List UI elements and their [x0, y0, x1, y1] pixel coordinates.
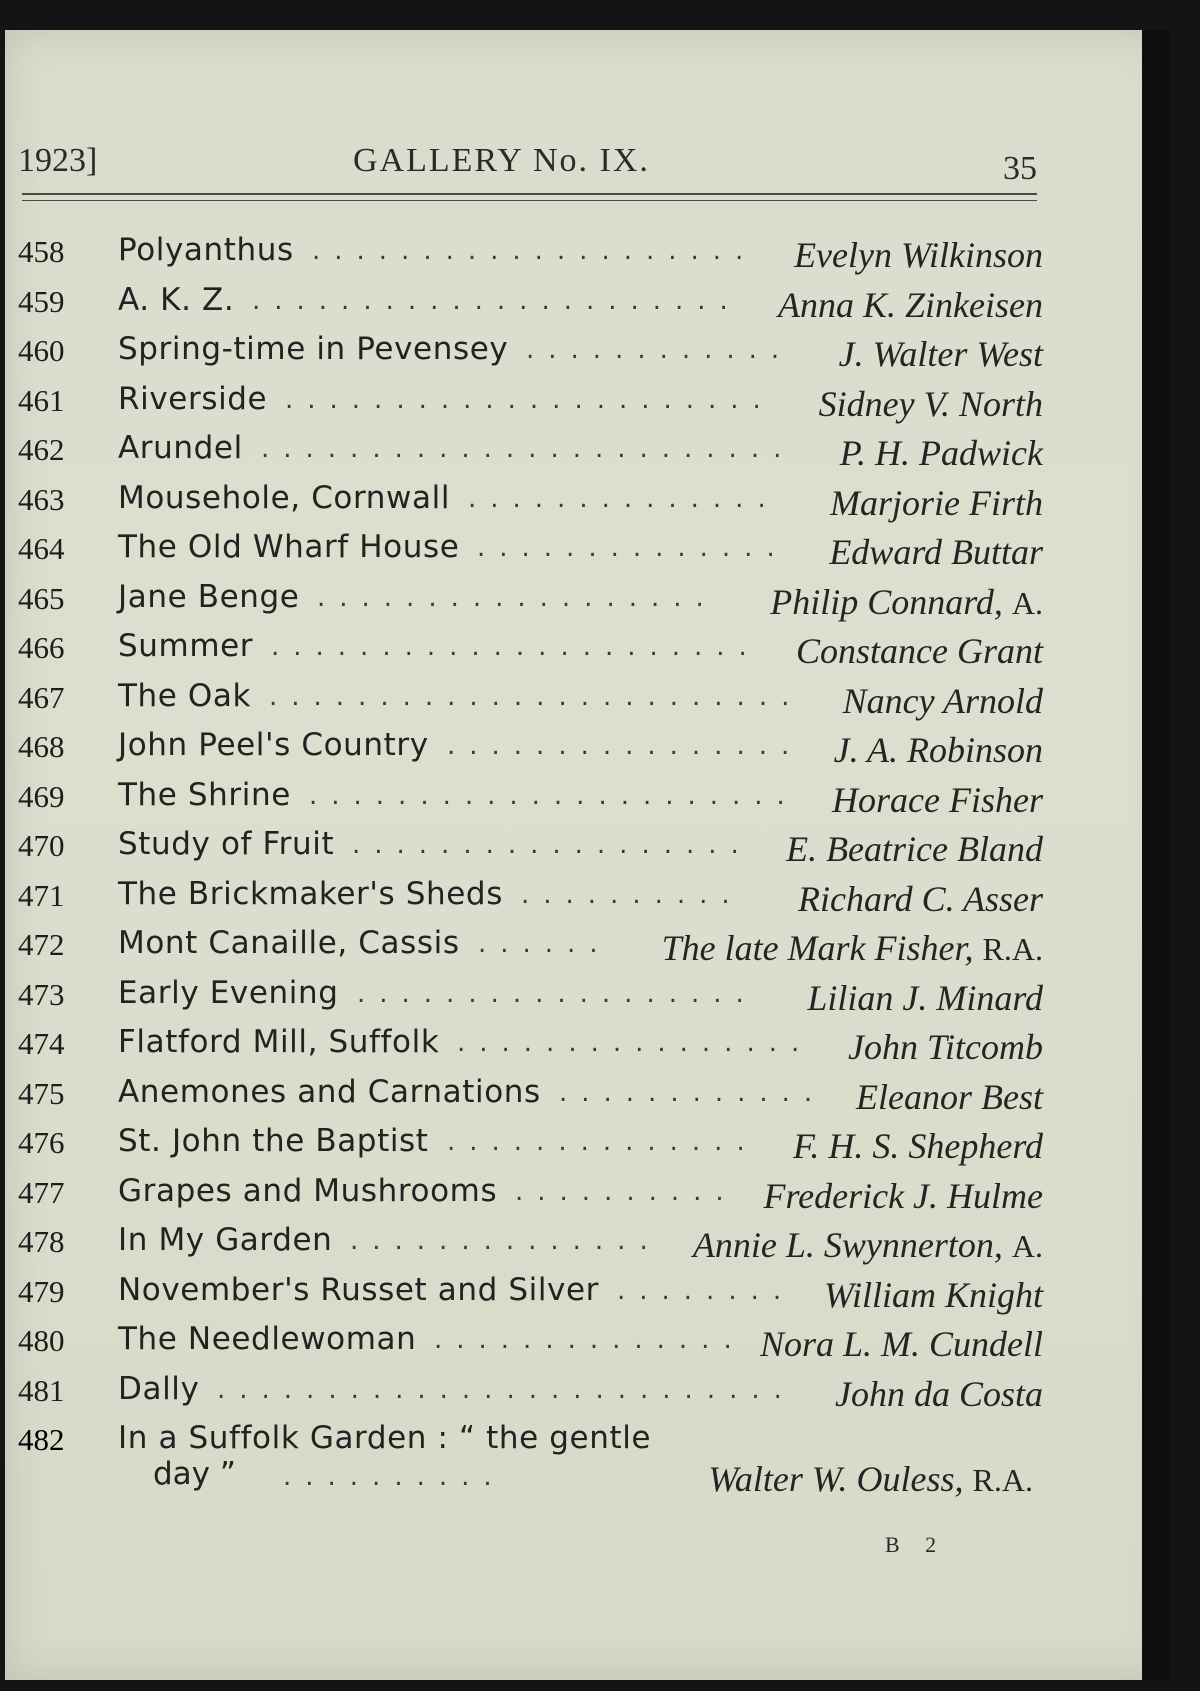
catalogue-entry — [18, 822, 1043, 872]
entry-title: Grapes and Mushrooms — [118, 1172, 498, 1209]
entry-artist — [760, 1323, 1043, 1365]
entry-artist-name: Edward Buttar — [829, 532, 1043, 572]
entry-number: 463 — [18, 481, 65, 517]
dot-leader: .................. — [352, 830, 753, 860]
entry-number: 468 — [18, 729, 65, 764]
entry-artist-name: Nancy Arnold — [842, 680, 1043, 721]
catalogue-entry — [18, 327, 1043, 377]
entry-artist-name: E. Beatrice Bland — [786, 829, 1043, 869]
entry-artist — [834, 729, 1043, 771]
entry-artist-name: Walter W. Ouless, — [708, 1459, 964, 1499]
entry-number: 460 — [18, 333, 65, 368]
entry-title: The Needlewoman — [118, 1321, 417, 1357]
entry-number: 466 — [18, 630, 65, 665]
entry-artist — [839, 333, 1043, 375]
entry-number: 478 — [18, 1224, 65, 1259]
entry-number: 476 — [18, 1125, 65, 1160]
header-page-number: 35 — [1003, 150, 1037, 187]
entry-artist — [848, 1026, 1043, 1068]
dot-leader: .................... — [312, 236, 758, 266]
entry-title: The Old Wharf House — [118, 529, 460, 565]
dot-leader: .............. — [434, 1325, 746, 1355]
entry-artist-honour: A. — [1011, 1228, 1043, 1264]
entry-artist-name: Annie L. Swynnerton, — [692, 1225, 1003, 1265]
entry-title: Flatford Mill, Suffolk — [118, 1024, 440, 1060]
dot-leader: ........................ — [261, 434, 796, 464]
entry-artist — [763, 1175, 1043, 1217]
entry-title-line1: In a Suffolk Garden : “ the gentle — [118, 1420, 652, 1456]
entry-artist-name: J. Walter West — [838, 334, 1043, 374]
entry-artist — [770, 581, 1043, 623]
entry-number: 482 — [18, 1422, 65, 1457]
dot-leader: .............. — [350, 1226, 662, 1256]
dot-leader: ...... — [478, 929, 612, 959]
entry-artist — [856, 1076, 1043, 1118]
entry-title: Summer — [118, 628, 254, 664]
entry-title: St. John the Baptist — [118, 1123, 429, 1159]
page-header — [18, 138, 1038, 188]
entry-artist — [794, 234, 1043, 276]
entry-artist-name: Anna K. Zinkeisen — [778, 284, 1043, 325]
dot-leader: .................. — [357, 978, 758, 1009]
entry-artist-honour: R.A. — [982, 931, 1043, 967]
entry-number: 471 — [18, 877, 65, 913]
entry-artist-name: Horace Fisher — [832, 779, 1043, 820]
catalogue-entry — [18, 723, 1043, 773]
entry-artist — [693, 1224, 1043, 1266]
dot-leader: .............. — [477, 533, 789, 563]
entry-title: The Oak — [118, 677, 252, 714]
dot-leader: ...................... — [285, 384, 775, 415]
entry-artist-name: Evelyn Wilkinson — [794, 235, 1043, 275]
catalogue-entry — [18, 1119, 1043, 1169]
entry-number: 481 — [18, 1372, 65, 1408]
entry-artist — [832, 779, 1043, 821]
dot-leader: ............ — [559, 1077, 827, 1108]
entry-number: 458 — [18, 234, 65, 269]
catalogue-entry — [18, 1070, 1043, 1120]
entry-number: 470 — [18, 828, 65, 863]
entry-artist — [798, 878, 1043, 920]
entry-artist-name: Eleanor Best — [856, 1076, 1043, 1117]
entry-title: Mont Canaille, Cassis — [118, 925, 460, 961]
entry-title: Arundel — [118, 430, 243, 466]
entry-artist — [830, 482, 1043, 524]
catalogue-entry — [18, 426, 1043, 476]
entry-artist — [835, 1373, 1043, 1415]
entry-artist-name: William Knight — [823, 1274, 1043, 1315]
entry-artist-honour: A. — [1011, 584, 1043, 621]
dot-leader: ................ — [457, 1028, 814, 1058]
catalogue-entry — [18, 377, 1043, 427]
entry-title: The Brickmaker's Sheds — [118, 875, 503, 912]
entry-number: 477 — [18, 1174, 65, 1210]
entry-number: 474 — [18, 1026, 65, 1061]
dot-leader: .......................... — [217, 1374, 796, 1405]
entry-artist — [807, 977, 1043, 1019]
entry-artist — [662, 927, 1043, 969]
entry-number: 462 — [18, 432, 65, 467]
catalogue-entry — [18, 1169, 1043, 1219]
entry-artist-name: P. H. Padwick — [839, 433, 1043, 473]
dot-leader: ................ — [447, 731, 804, 761]
entry-number: 473 — [18, 976, 65, 1012]
entry-artist — [778, 284, 1043, 326]
header-rule-thin — [22, 200, 1037, 201]
entry-title: In My Garden — [118, 1222, 333, 1258]
catalogue-entry — [18, 624, 1043, 674]
entry-title: John Peel's Country — [118, 727, 429, 763]
entry-title: Anemones and Carnations — [118, 1073, 541, 1110]
entry-artist-name: The late Mark Fisher, — [661, 928, 974, 968]
entry-title: Jane Benge — [118, 578, 300, 615]
entry-artist-name: John Titcomb — [848, 1027, 1043, 1067]
entry-artist — [824, 1274, 1043, 1316]
catalogue-entry — [18, 575, 1043, 625]
entry-title: The Shrine — [118, 776, 291, 813]
dot-leader: .............. — [468, 483, 780, 514]
header-title: GALLERY No. IX. — [353, 142, 650, 179]
entry-artist — [819, 383, 1043, 425]
entry-artist — [843, 680, 1043, 722]
book-spine-edge — [1142, 30, 1170, 1680]
entry-artist-name: J. A. Robinson — [833, 730, 1043, 770]
entry-artist — [786, 828, 1043, 870]
dot-leader: .............. — [447, 1127, 759, 1157]
entry-title: A. K. Z. — [118, 281, 235, 318]
catalogue-entry — [18, 1367, 1043, 1417]
dot-leader: .......... — [283, 1462, 506, 1492]
entry-number: 465 — [18, 580, 65, 616]
entry-number: 461 — [18, 382, 65, 418]
entry-artist — [708, 1458, 1033, 1500]
catalogue-entry — [18, 674, 1043, 724]
entry-number: 480 — [18, 1323, 65, 1358]
entry-title: Mousehole, Cornwall — [118, 479, 451, 516]
header-year: 1923] — [18, 142, 98, 179]
catalogue-entry — [18, 971, 1043, 1021]
catalogue-entry — [18, 228, 1043, 278]
catalogue-entry — [18, 1268, 1043, 1318]
catalogue-entry — [18, 476, 1043, 526]
entry-artist — [829, 531, 1043, 573]
dot-leader: ...................... — [309, 780, 799, 811]
entry-artist-name: Marjorie Firth — [830, 482, 1043, 523]
entry-artist — [793, 1125, 1043, 1167]
entry-title: November's Russet and Silver — [118, 1271, 600, 1308]
catalogue-entry — [18, 1218, 1043, 1268]
header-rule-thick — [22, 193, 1037, 195]
entry-number: 479 — [18, 1273, 65, 1309]
entry-number: 459 — [18, 283, 65, 319]
dot-leader: ...................... — [271, 632, 761, 662]
catalogue-entry — [18, 921, 1043, 971]
catalogue-entries — [18, 228, 1043, 1506]
entry-number: 464 — [18, 531, 65, 566]
catalogue-entry — [18, 278, 1043, 328]
entry-title: Dally — [118, 1370, 200, 1407]
signature-mark: B 2 — [885, 1532, 947, 1557]
dot-leader: .......... — [515, 1176, 738, 1207]
catalogue-entry — [18, 1317, 1043, 1367]
catalogue-entry — [18, 872, 1043, 922]
entry-number: 472 — [18, 927, 65, 962]
entry-artist-name: Constance Grant — [796, 631, 1043, 671]
entry-number: 469 — [18, 778, 65, 814]
dot-leader: .......... — [521, 879, 744, 910]
dot-leader: ...................... — [252, 285, 742, 316]
entry-artist — [796, 630, 1043, 672]
catalogue-entry — [18, 1020, 1043, 1070]
entry-title: Early Evening — [118, 974, 339, 1011]
entry-title: Spring-time in Pevensey — [118, 331, 509, 367]
entry-title: Study of Fruit — [118, 826, 335, 862]
entry-artist-name: Sidney V. North — [818, 383, 1043, 424]
entry-number: 467 — [18, 679, 65, 715]
entry-artist-name: John da Costa — [834, 1373, 1043, 1414]
catalogue-entry — [18, 773, 1043, 823]
entry-artist-name: Richard C. Asser — [797, 878, 1043, 919]
dot-leader: ............ — [526, 335, 794, 365]
entry-number: 475 — [18, 1075, 65, 1111]
dot-leader: .................. — [317, 582, 718, 613]
entry-title: Polyanthus — [118, 232, 294, 268]
entry-artist-name: Frederick J. Hulme — [763, 1175, 1043, 1216]
entry-artist-honour: R.A. — [972, 1462, 1033, 1498]
entry-artist — [840, 432, 1043, 474]
entry-artist-name: Philip Connard, — [770, 581, 1003, 622]
entry-title: Riverside — [118, 380, 268, 417]
entry-artist-name: F. H. S. Shepherd — [793, 1126, 1043, 1166]
catalogue-entry-multiline — [18, 1416, 1043, 1506]
entry-title-line2: day ” — [153, 1456, 236, 1492]
entry-artist-name: Nora L. M. Cundell — [759, 1324, 1043, 1364]
dot-leader: ........................ — [269, 681, 804, 712]
dot-leader: ........ — [617, 1275, 796, 1306]
entry-artist-name: Lilian J. Minard — [807, 977, 1043, 1018]
catalogue-entry — [18, 525, 1043, 575]
